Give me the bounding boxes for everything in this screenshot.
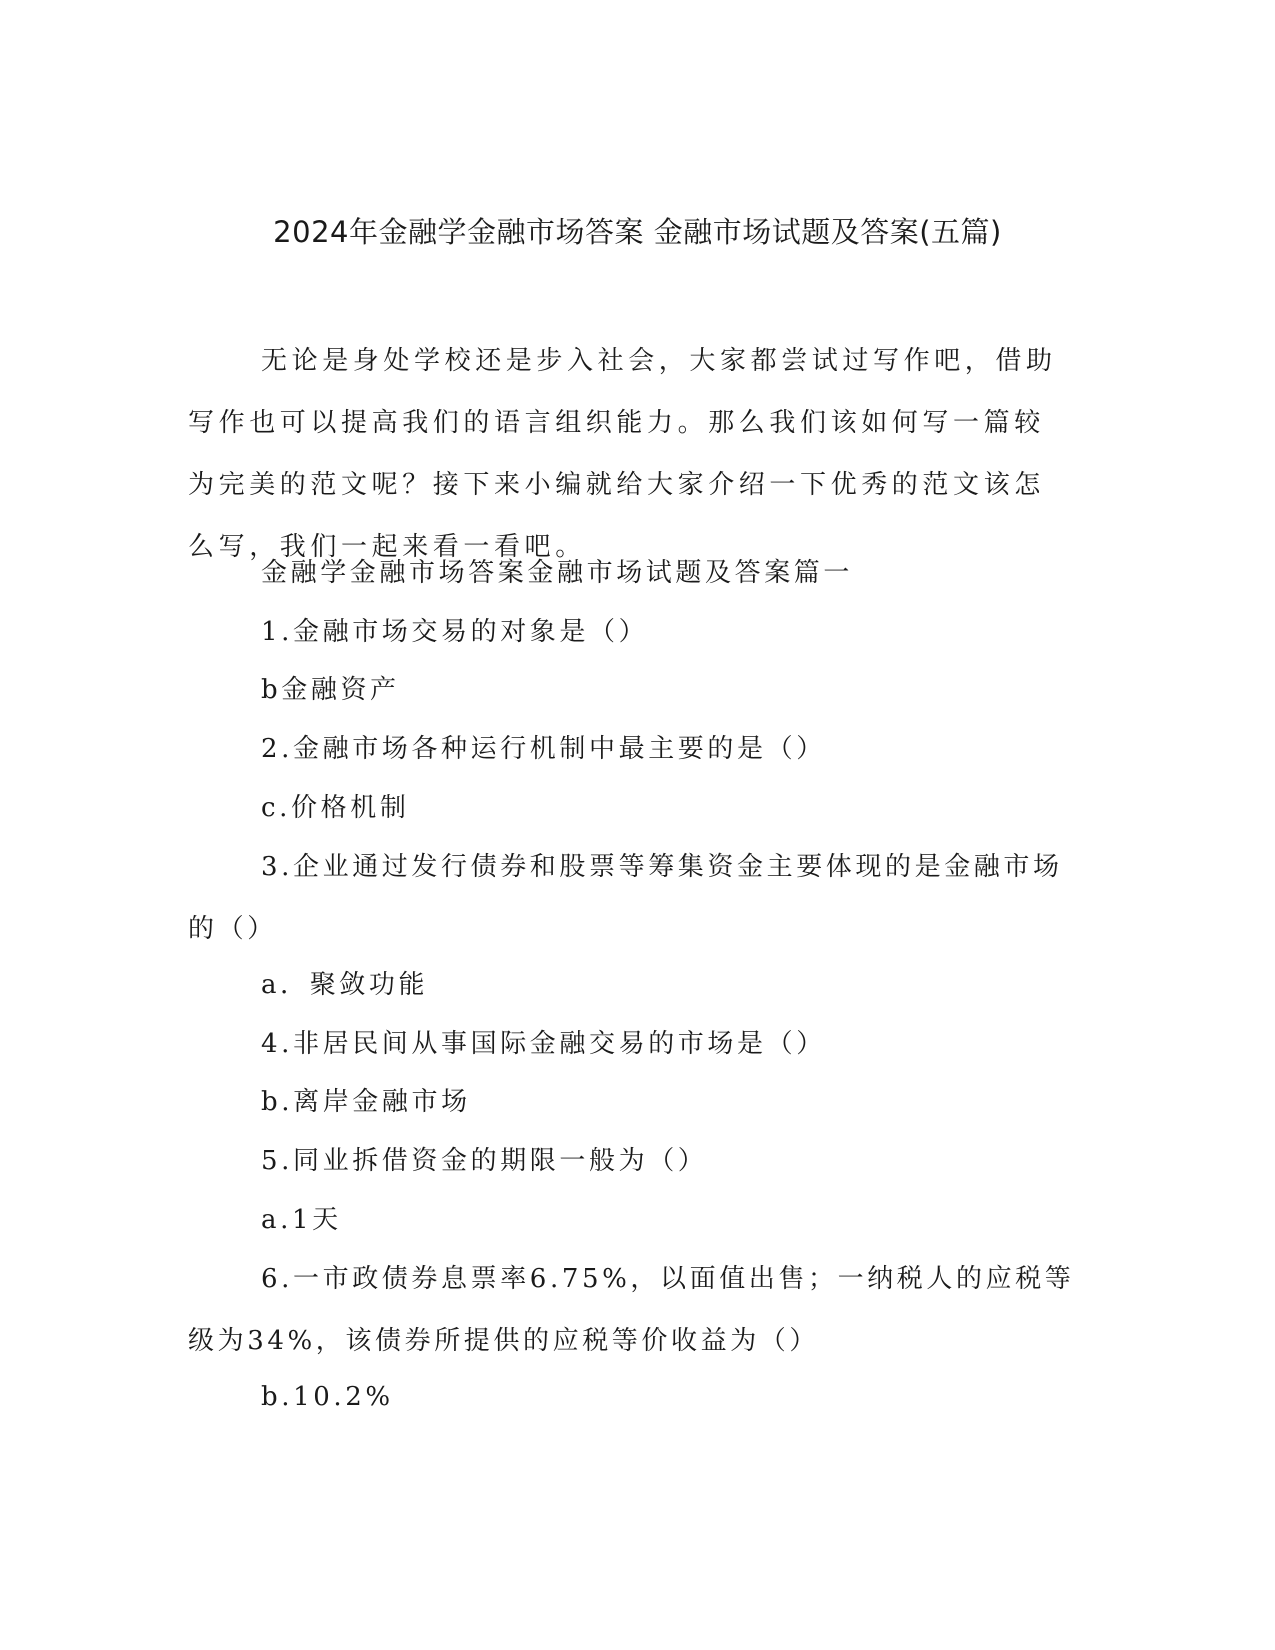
question-2: 2.金融市场各种运行机制中最主要的是（） bbox=[261, 734, 826, 764]
answer-5: a.1天 bbox=[261, 1205, 342, 1235]
intro-paragraph: 无论是身处学校还是步入社会，大家都尝试过写作吧，借助写作也可以提高我们的语言组织能力。那么我们该如何写一篇较为完美的范文呢？接下来小编就给大家介绍一下优秀的范文该怎么写，我们一起来看一看吧。 bbox=[188, 346, 1057, 562]
answer-1: b金融资产 bbox=[261, 675, 400, 705]
question-5: 5.同业拆借资金的期限一般为（） bbox=[261, 1146, 708, 1176]
question-1: 1.金融市场交易的对象是（） bbox=[261, 617, 649, 647]
question-4: 4.非居民间从事国际金融交易的市场是（） bbox=[261, 1029, 826, 1059]
answer-4: b.离岸金融市场 bbox=[261, 1087, 471, 1117]
answer-6: b.10.2% bbox=[261, 1382, 394, 1412]
answer-2: c.价格机制 bbox=[261, 793, 410, 823]
question-6: 6.一市政债券息票率6.75%，以面值出售；一纳税人的应税等级为34%，该债券所提供的应税等价收益为（） bbox=[188, 1264, 1075, 1356]
document-title: 2024年金融学金融市场答案 金融市场试题及答案(五篇) bbox=[273, 215, 1002, 249]
question-3: 3.企业通过发行债券和股票等筹集资金主要体现的是金融市场的（） bbox=[188, 852, 1063, 944]
answer-3: a．聚敛功能 bbox=[261, 970, 429, 1000]
section-heading: 金融学金融市场答案金融市场试题及答案篇一 bbox=[261, 558, 854, 588]
